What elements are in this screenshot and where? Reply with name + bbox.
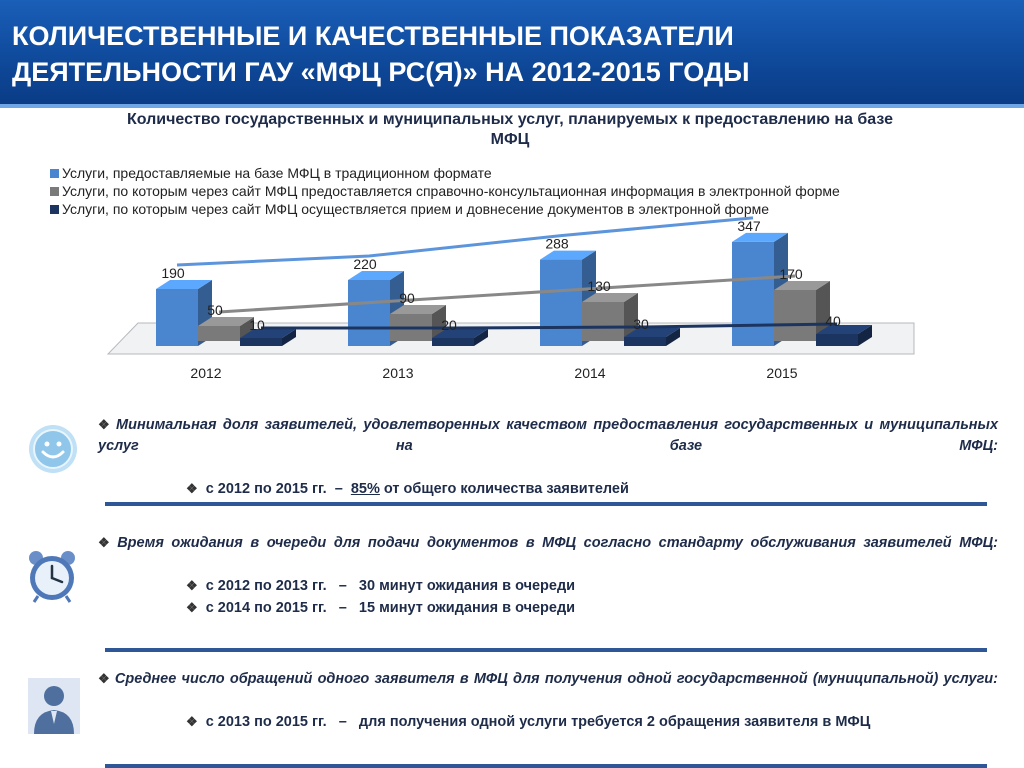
data-label: 130 [587, 278, 611, 294]
section-heading: Среднее число обращений одного заявителя в МФЦ для получения одной государственной (муниципальной) услуги: [114, 671, 998, 687]
bar [240, 338, 282, 346]
trend-line [219, 276, 795, 312]
section-satisfaction [98, 414, 998, 500]
bar [348, 280, 390, 346]
data-label: 30 [633, 316, 649, 332]
item-text: 15 минут ожидания в очереди [358, 600, 576, 616]
item-dash: – [338, 600, 347, 616]
bar [774, 290, 816, 341]
header-divider [0, 104, 1024, 108]
page-title [12, 18, 1002, 90]
item-text: от общего количества заявителей [383, 481, 629, 497]
trend-line [177, 218, 753, 265]
data-label: 10 [249, 317, 265, 333]
x-tick-label: 2013 [382, 365, 414, 381]
section-divider [105, 648, 987, 652]
legend-label: Услуги, по которым через сайт МФЦ осуществляется прием и довнесение документов в электронной форме [62, 201, 770, 217]
x-tick-label: 2015 [766, 365, 798, 381]
chart-title: Количество государственных и муниципальных услуг, планируемых к предоставлению на базе МФЦ [127, 111, 893, 148]
item-value: 85% [350, 481, 380, 497]
list-item [98, 575, 998, 597]
bullet-icon: ❖ [98, 535, 114, 550]
bar [732, 242, 774, 346]
bar-chart [0, 215, 1024, 390]
legend-swatch [50, 187, 59, 196]
item-text: для получения одной услуги требуется 2 обращения заявителя в МФЦ [358, 714, 871, 730]
list-item [98, 478, 998, 500]
item-dash: – [338, 714, 347, 730]
data-label: 40 [825, 313, 841, 329]
data-label: 50 [207, 302, 223, 318]
list-item [98, 711, 886, 733]
bar [198, 326, 240, 341]
x-tick-label: 2014 [574, 365, 606, 381]
bullet-icon: ❖ [98, 417, 113, 432]
data-label: 190 [161, 265, 185, 281]
item-period: с 2013 по 2015 гг. [205, 714, 327, 730]
section-heading: Время ожидания в очереди для подачи документов в МФЦ согласно стандарту обслуживания заявителей МФЦ: [117, 535, 999, 551]
x-tick-label: 2012 [190, 365, 222, 381]
item-dash: – [334, 481, 343, 497]
legend-swatch [50, 169, 59, 178]
title-line-1: КОЛИЧЕСТВЕННЫЕ И КАЧЕСТВЕННЫЕ ПОКАЗАТЕЛИ [12, 21, 734, 51]
data-label: 170 [779, 266, 803, 282]
section-divider [105, 764, 987, 768]
section-divider [105, 502, 987, 506]
legend-swatch [50, 205, 59, 214]
item-dash: – [338, 578, 347, 594]
data-label: 20 [441, 317, 457, 333]
section-visits [98, 668, 998, 733]
bullet-icon: ❖ [98, 671, 111, 686]
bar [432, 338, 474, 346]
legend-label: Услуги, предоставляемые на базе МФЦ в традиционном формате [62, 165, 492, 181]
data-label: 220 [353, 256, 377, 272]
person-icon [28, 678, 80, 734]
bullet-icon: ❖ [186, 578, 198, 593]
data-label: 347 [737, 217, 761, 234]
item-period: с 2012 по 2015 гг. [205, 481, 327, 497]
bar [156, 289, 198, 346]
title-line-2: ДЕЯТЕЛЬНОСТИ ГАУ «МФЦ РС(Я)» НА 2012-2015 ГОДЫ [12, 57, 750, 87]
alarm-clock-icon [24, 548, 80, 604]
section-heading: Минимальная доля заявителей, удовлетворенных качеством предоставления государственных и муниципальных услуг на базе МФЦ: [98, 417, 999, 454]
bullet-icon: ❖ [186, 481, 198, 496]
bar [816, 334, 858, 346]
bullet-icon: ❖ [186, 600, 198, 615]
legend-label: Услуги, по которым через сайт МФЦ предоставляется справочно-консультационная информация в электронной форме [62, 183, 840, 199]
list-item [98, 597, 998, 619]
legend-item [50, 182, 840, 200]
bullet-icon: ❖ [186, 714, 198, 729]
bar [540, 260, 582, 346]
bar [624, 337, 666, 346]
bar [582, 302, 624, 341]
chart-legend [50, 164, 840, 218]
item-period: с 2014 по 2015 гг. [205, 600, 327, 616]
item-period: с 2012 по 2013 гг. [205, 578, 327, 594]
section-waiting-time [98, 532, 998, 619]
item-text: 30 минут ожидания в очереди [358, 578, 576, 594]
legend-item [50, 164, 840, 182]
smiley-icon [28, 424, 78, 474]
data-label: 90 [399, 290, 415, 306]
data-label: 288 [545, 235, 569, 252]
